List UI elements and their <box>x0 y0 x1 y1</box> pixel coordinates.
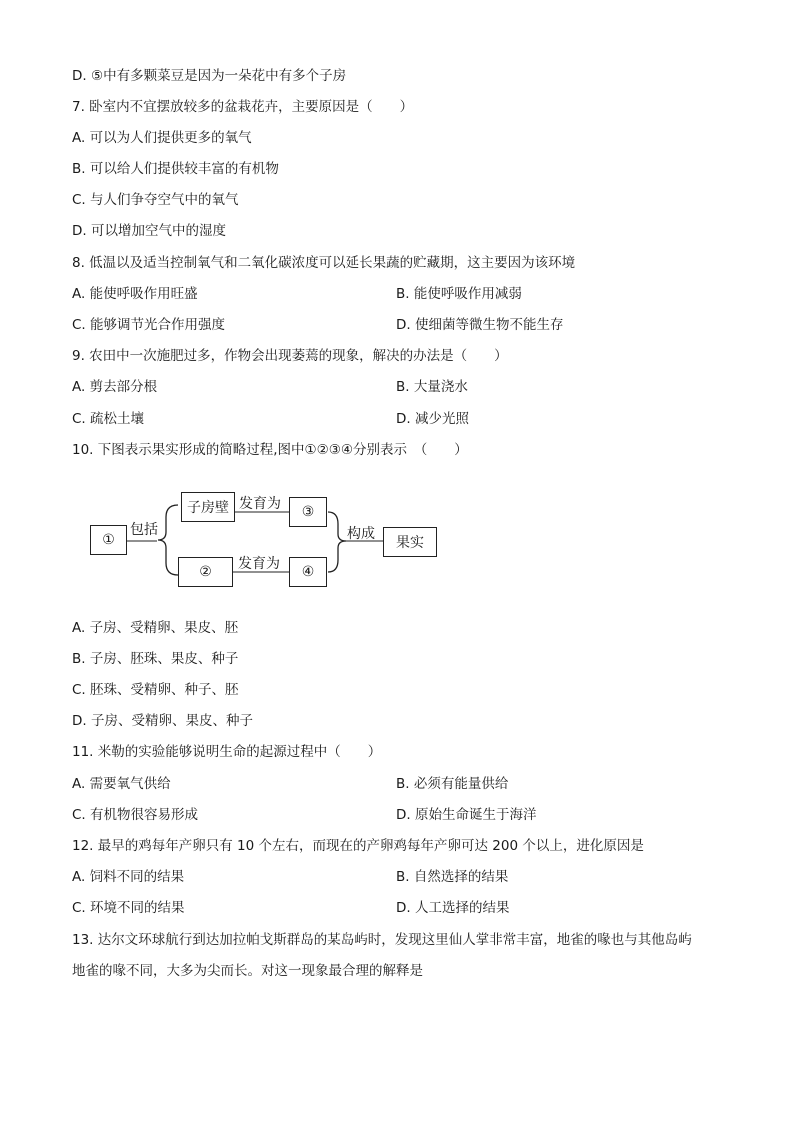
q8-option-d: D. 使细菌等微生物不能生存 <box>396 317 564 333</box>
q8-option-a: A. 能使呼吸作用旺盛 <box>72 286 198 302</box>
q11-option-b: B. 必须有能量供给 <box>396 776 509 792</box>
diagram-box-ovary-wall: 子房壁 <box>181 492 235 522</box>
q10-option-d: D. 子房、受精卵、果皮、种子 <box>72 713 253 729</box>
q9-option-d: D. 减少光照 <box>396 411 469 427</box>
q9-option-b: B. 大量浇水 <box>396 379 468 395</box>
diagram-label-compose: 构成 <box>347 526 375 542</box>
q8-option-b: B. 能使呼吸作用减弱 <box>396 286 522 302</box>
diagram-label-include: 包括 <box>130 522 158 538</box>
q12-option-b: B. 自然选择的结果 <box>396 869 509 885</box>
q7-option-d: D. 可以增加空气中的湿度 <box>72 223 226 239</box>
q12-option-d: D. 人工选择的结果 <box>396 900 510 916</box>
diagram-label-develop-1: 发育为 <box>239 496 281 512</box>
q13-stem-line-1: 13. 达尔文环球航行到达加拉帕戈斯群岛的某岛屿时，发现这里仙人掌非常丰富，地雀的喙也与其他岛屿 <box>72 932 692 948</box>
q9-option-a: A. 剪去部分根 <box>72 379 158 395</box>
q6-option-d: D. ⑤中有多颗菜豆是因为一朵花中有多个子房 <box>72 68 347 84</box>
q11-stem: 11. 米勒的实验能够说明生命的起源过程中（ ） <box>72 744 382 760</box>
diagram-box-fruit: 果实 <box>383 527 437 557</box>
q12-stem: 12. 最早的鸡每年产卵只有 10 个左右，而现在的产卵鸡每年产卵可达 200 个以上，进化原因是 <box>72 838 644 854</box>
diagram-box-4: ④ <box>289 557 327 587</box>
q10-stem: 10. 下图表示果实形成的简略过程,图中①②③④分别表示 （ ） <box>72 442 468 458</box>
q9-option-c: C. 疏松土壤 <box>72 411 145 427</box>
q8-stem: 8. 低温以及适当控制氧气和二氧化碳浓度可以延长果蔬的贮藏期，这主要因为该环境 <box>72 255 576 271</box>
q11-option-c: C. 有机物很容易形成 <box>72 807 199 823</box>
q13-stem-line-2: 地雀的喙不同，大多为尖而长。对这一现象最合理的解释是 <box>72 963 423 979</box>
q7-option-a: A. 可以为人们提供更多的氧气 <box>72 130 252 146</box>
q10-option-b: B. 子房、胚珠、果皮、种子 <box>72 651 239 667</box>
q12-option-a: A. 饲料不同的结果 <box>72 869 185 885</box>
q11-option-a: A. 需要氧气供给 <box>72 776 171 792</box>
q7-stem: 7. 卧室内不宜摆放较多的盆栽花卉，主要原因是（ ） <box>72 99 414 115</box>
diagram-label-develop-2: 发育为 <box>238 556 280 572</box>
diagram-box-3: ③ <box>289 497 327 527</box>
q11-option-d: D. 原始生命诞生于海洋 <box>396 807 537 823</box>
q10-option-a: A. 子房、受精卵、果皮、胚 <box>72 620 239 636</box>
q9-stem: 9. 农田中一次施肥过多，作物会出现萎蔫的现象，解决的办法是（ ） <box>72 348 508 364</box>
q7-option-c: C. 与人们争夺空气中的氧气 <box>72 192 239 208</box>
q7-option-b: B. 可以给人们提供较丰富的有机物 <box>72 161 279 177</box>
diagram-box-1: ① <box>90 525 127 555</box>
q10-option-c: C. 胚珠、受精卵、种子、胚 <box>72 682 239 698</box>
q12-option-c: C. 环境不同的结果 <box>72 900 185 916</box>
diagram-box-2: ② <box>178 557 233 587</box>
q8-option-c: C. 能够调节光合作用强度 <box>72 317 226 333</box>
